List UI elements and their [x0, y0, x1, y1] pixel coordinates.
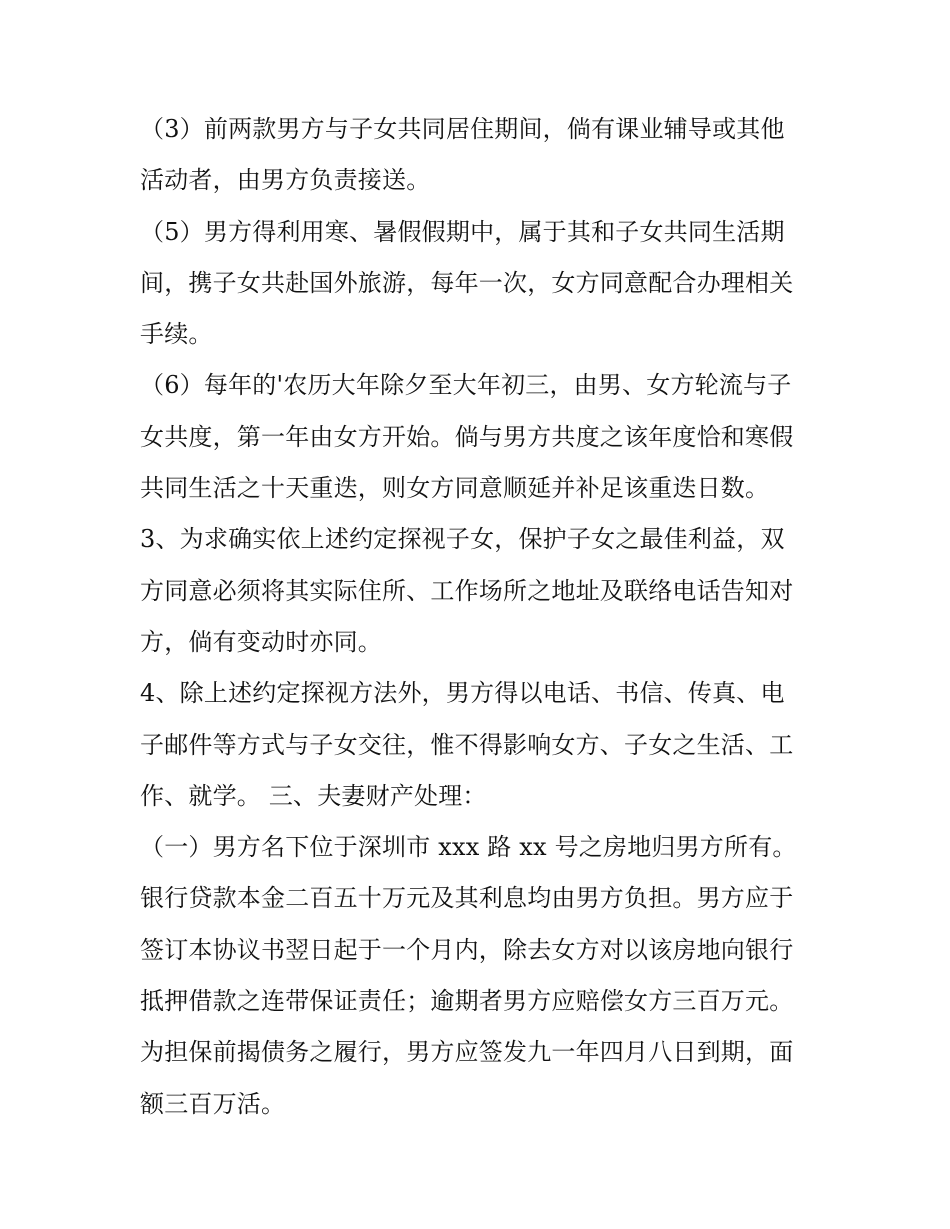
text-line-14: 作、就学。 三、夫妻财产处理： — [140, 781, 487, 810]
text-line-17: 签订本协议书翌日起于一个月内，除去女方对以该房地向银行 — [140, 935, 794, 964]
text-line-11: 方，倘有变动时亦同。 — [140, 627, 382, 656]
text-line-16: 银行贷款本金二百五十万元及其利息均由男方负担。男方应于 — [140, 884, 794, 913]
text-line-12: 4、除上述约定探视方法外，男方得以电话、书信、传真、电 — [140, 679, 785, 708]
text-line-3: （5）男方得利用寒、暑假假期中，属于其和子女共同生活期 — [140, 217, 785, 246]
text-line-15: （一）男方名下位于深圳市 xxx 路 xx 号之房地归男方所有。 — [140, 833, 797, 862]
text-line-10: 方同意必须将其实际住所、工作场所之地址及联络电话告知对 — [140, 576, 794, 605]
text-line-6: （6）每年的'农历大年除夕至大年初三，由男、女方轮流与子 — [140, 371, 792, 400]
text-line-19: 为担保前揭债务之履行，男方应签发九一年四月八日到期，面 — [140, 1038, 794, 1067]
text-line-1: （3）前两款男方与子女共同居住期间，倘有课业辅导或其他 — [140, 115, 785, 143]
text-line-7: 女共度，第一年由女方开始。倘与男方共度之该年度恰和寒假 — [140, 422, 794, 451]
text-line-13: 子邮件等方式与子女交往，惟不得影响女方、子女之生活、工 — [140, 730, 794, 759]
text-line-18: 抵押借款之连带保证责任；逾期者男方应赔偿女方三百万元。 — [140, 987, 794, 1016]
text-line-5: 手续。 — [140, 320, 213, 349]
text-line-8: 共同生活之十天重迭，则女方同意顺延并补足该重迭日数。 — [140, 474, 770, 503]
text-line-4: 间，携子女共赴国外旅游，每年一次，女方同意配合办理相关 — [140, 268, 794, 297]
agreement-text — [140, 104, 830, 1130]
text-line-2: 活动者，由男方负责接送。 — [140, 166, 431, 195]
text-line-9: 3、为求确实依上述约定探视子女，保护子女之最佳利益，双 — [140, 525, 785, 554]
text-line-20: 额三百万活。 — [140, 1089, 286, 1118]
